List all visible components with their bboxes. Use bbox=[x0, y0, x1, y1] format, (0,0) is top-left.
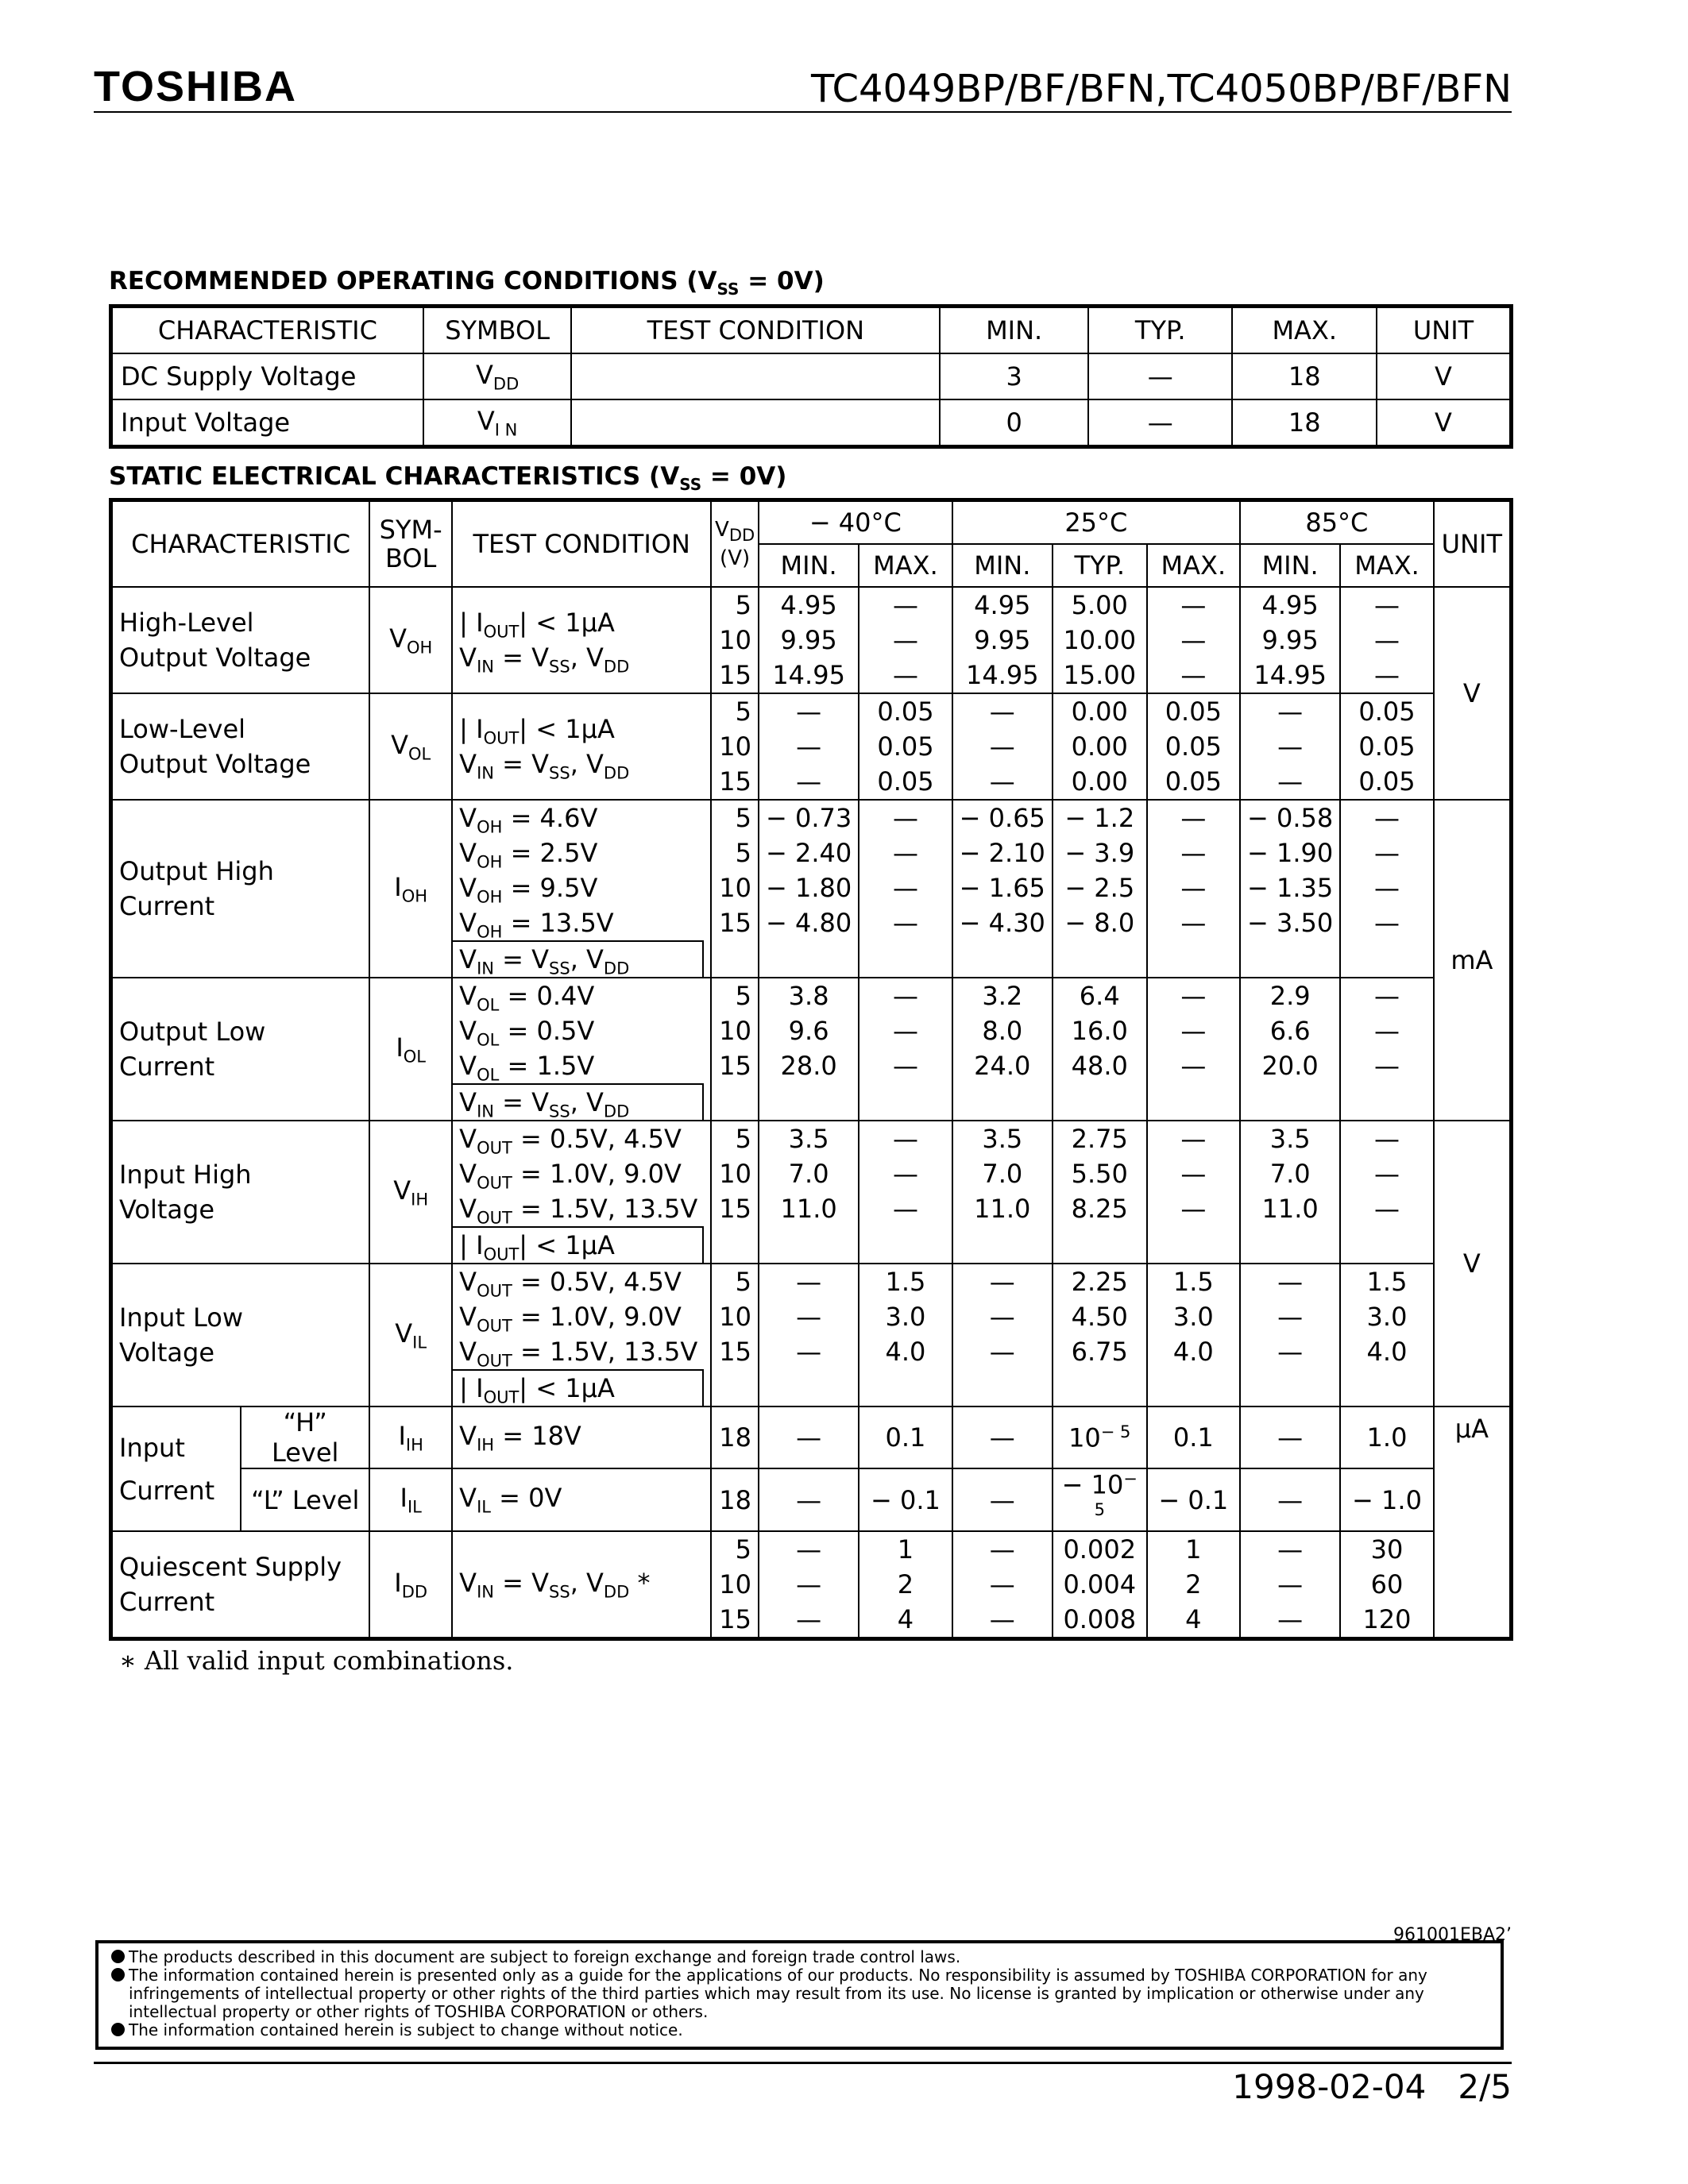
cell-values: — — — bbox=[1147, 587, 1240, 693]
cell-values: — — — — bbox=[1147, 800, 1240, 978]
cell-values: — — — bbox=[859, 1121, 952, 1264]
cell-symbol: $I_{IL}$ bbox=[369, 1468, 452, 1531]
cell-values: 3.5 7.0 11.0 bbox=[1240, 1121, 1340, 1264]
static-header-row bbox=[111, 500, 1512, 545]
col-header: SYMBOL bbox=[423, 307, 572, 354]
cell-values: — — — — bbox=[1340, 800, 1433, 978]
col-header: MIN. bbox=[1240, 544, 1340, 587]
cell-condition: | $I_{OUT}| < 1\mu A$ $V_{IN} = V_{SS}$, $V_{DD}$ bbox=[452, 587, 711, 693]
col-header: CHARACTERISTIC bbox=[111, 307, 423, 354]
cell-value: 0.1 bbox=[859, 1406, 952, 1468]
table-row-iol bbox=[111, 978, 1512, 1121]
cell-value: − 0.1 bbox=[859, 1468, 952, 1531]
col-header: TEST CONDITION bbox=[571, 307, 940, 354]
table-row-iil bbox=[111, 1468, 1512, 1531]
cell-values: — — — bbox=[759, 1531, 859, 1639]
notice-item: The information contained herein is presented only as a guide for the applications of our products. No responsibility is assumed by TOSHIBA CORPORATION for any infringements of intellectual property or other rights of the third parties which may result from its use. No license is granted by implication or otherwise under any intellectual property or other rights of TOSHIBA CORPORATION or others. bbox=[111, 1966, 1488, 2021]
cell-values: — — — bbox=[1340, 978, 1433, 1121]
part-numbers: TC4049BP/BF/BFN,TC4050BP/BF/BFN bbox=[810, 67, 1512, 111]
cell-values: 0.05 0.05 0.05 bbox=[1147, 693, 1240, 800]
cell-symbol: $V_{IH}$ bbox=[369, 1121, 452, 1264]
cell-value: — bbox=[952, 1406, 1053, 1468]
cell-values: — — — bbox=[759, 1264, 859, 1406]
cell-values: 4.95 9.95 14.95 bbox=[1240, 587, 1340, 693]
col-header: MIN. bbox=[940, 307, 1088, 354]
col-header: SYM- BOL bbox=[369, 500, 452, 588]
cell-values: 3.5 7.0 11.0 bbox=[759, 1121, 859, 1264]
cell-vdd: 18 bbox=[711, 1468, 759, 1531]
cell-unit: V bbox=[1377, 399, 1512, 447]
cell-symbol: $V_{OH}$ bbox=[369, 587, 452, 693]
cell-values: 3.8 9.6 28.0 bbox=[759, 978, 859, 1121]
cell-values: 6.4 16.0 48.0 bbox=[1053, 978, 1147, 1121]
cell-values: − 0.73 − 2.40 − 1.80 − 4.80 bbox=[759, 800, 859, 978]
cell-values: 0.00 0.00 0.00 bbox=[1053, 693, 1147, 800]
cell-values: 1 2 4 bbox=[859, 1531, 952, 1639]
col-header: MIN. bbox=[759, 544, 859, 587]
cell-characteristic: Input Low Voltage bbox=[111, 1264, 370, 1406]
recommended-title: RECOMMENDED OPERATING CONDITIONS $(V_{SS} = 0V)$ bbox=[109, 267, 825, 299]
cell-vdd: 5 10 15 bbox=[711, 1531, 759, 1639]
cell-values: 3.5 7.0 11.0 bbox=[952, 1121, 1053, 1264]
col-header: UNIT bbox=[1434, 500, 1512, 588]
col-header: TEST CONDITION bbox=[452, 500, 711, 588]
cell-characteristic: Input High Voltage bbox=[111, 1121, 370, 1264]
cell-values: 1 2 4 bbox=[1147, 1531, 1240, 1639]
cell-values: — — — bbox=[1240, 1264, 1340, 1406]
cell-values: 0.05 0.05 0.05 bbox=[1340, 693, 1433, 800]
table-row-vih bbox=[111, 1121, 1512, 1264]
cell-condition bbox=[571, 353, 940, 399]
col-header: MAX. bbox=[859, 544, 952, 587]
table-row-vol bbox=[111, 693, 1512, 800]
col-header: MAX. bbox=[1147, 544, 1240, 587]
cell-values: 2.75 5.50 8.25 bbox=[1053, 1121, 1147, 1264]
table-row bbox=[111, 353, 1512, 399]
cell-unit: V bbox=[1434, 1121, 1512, 1406]
date: 1998-02-04 bbox=[1232, 2067, 1427, 2106]
cell-values: 5.00 10.00 15.00 bbox=[1053, 587, 1147, 693]
cell-vdd: 5 10 15 bbox=[711, 693, 759, 800]
cell-values: 0.002 0.004 0.008 bbox=[1053, 1531, 1147, 1639]
toshiba-logo: TOSHIBA bbox=[94, 63, 298, 110]
cell-values: 1.5 3.0 4.0 bbox=[859, 1264, 952, 1406]
col-header-temp: 25°C bbox=[952, 500, 1240, 545]
cell-min: 0 bbox=[940, 399, 1088, 447]
cell-vdd: 5 10 15 bbox=[711, 978, 759, 1121]
footnote: ∗ All valid input combinations. bbox=[119, 1646, 514, 1676]
cell-vdd: 5 10 15 bbox=[711, 1121, 759, 1264]
cell-characteristic: Quiescent Supply Current bbox=[111, 1531, 370, 1639]
cell-level: “H” Level bbox=[241, 1406, 369, 1468]
cell-values: — — — bbox=[859, 587, 952, 693]
cell-characteristic: Low-Level Output Voltage bbox=[111, 693, 370, 800]
cell-characteristic: Input Voltage bbox=[111, 399, 423, 447]
cell-values: — — — bbox=[859, 978, 952, 1121]
cell-characteristic: Output Low Current bbox=[111, 978, 370, 1121]
recommended-header-row bbox=[111, 307, 1512, 354]
cell-value: — bbox=[952, 1468, 1053, 1531]
cell-values: 30 60 120 bbox=[1340, 1531, 1433, 1639]
legal-notice-box bbox=[95, 1940, 1504, 2050]
cell-value: $10^{- 5}$ bbox=[1053, 1406, 1147, 1468]
cell-unit: V bbox=[1377, 353, 1512, 399]
cell-characteristic: Input Current bbox=[111, 1406, 241, 1531]
static-table bbox=[109, 498, 1513, 1641]
cell-value: — bbox=[1240, 1468, 1340, 1531]
cell-condition: $V_{OUT} = 0.5V$, 4.5V $V_{OUT} = 1.0V$, 9.0V $V_{OUT} = 1.5V$, 13.5V | $I_{OUT}| < 1\mu A$ bbox=[452, 1264, 711, 1406]
col-header-temp: − 40°C bbox=[759, 500, 952, 545]
cell-values: 1.5 3.0 4.0 bbox=[1147, 1264, 1240, 1406]
cell-characteristic: Output High Current bbox=[111, 800, 370, 978]
cell-symbol: $I_{DD}$ bbox=[369, 1531, 452, 1639]
bullet-icon bbox=[111, 2023, 125, 2036]
bullet-icon bbox=[111, 1968, 125, 1981]
notice-item: The products described in this document are subject to foreign exchange and foreign trade control laws. bbox=[111, 1948, 1488, 1966]
cell-condition: $V_{IN} = V_{SS}$, $V_{DD}$ * bbox=[452, 1531, 711, 1639]
cell-vdd: 5 10 15 bbox=[711, 1264, 759, 1406]
cell-value: − 0.1 bbox=[1147, 1468, 1240, 1531]
cell-condition: $V_{OUT} = 0.5V$, 4.5V $V_{OUT} = 1.0V$, 9.0V $V_{OUT} = 1.5V$, 13.5V | $I_{OUT}| < 1\mu A$ bbox=[452, 1121, 711, 1264]
cell-values: — — — bbox=[1340, 587, 1433, 693]
cell-characteristic: High-Level Output Voltage bbox=[111, 587, 370, 693]
table-row bbox=[111, 399, 1512, 447]
cell-values: − 0.65 − 2.10 − 1.65 − 4.30 bbox=[952, 800, 1053, 978]
cell-symbol: $V_{IL}$ bbox=[369, 1264, 452, 1406]
cell-values: — — — bbox=[952, 1264, 1053, 1406]
cell-condition: $V_{OL} = 0.4V$ $V_{OL} = 0.5V$ $V_{OL} = 1.5V$ $V_{IN} = V_{SS}$, $V_{DD}$ bbox=[452, 978, 711, 1121]
col-header: CHARACTERISTIC bbox=[111, 500, 370, 588]
recommended-table bbox=[109, 304, 1513, 449]
table-row-iih bbox=[111, 1406, 1512, 1468]
cell-value: — bbox=[1240, 1406, 1340, 1468]
cell-symbol: $V_{I N}$ bbox=[423, 399, 572, 447]
cell-symbol: $I_{OL}$ bbox=[369, 978, 452, 1121]
cell-values: − 0.58 − 1.90 − 1.35 − 3.50 bbox=[1240, 800, 1340, 978]
cell-condition: $V_{OH} = 4.6V$ $V_{OH} = 2.5V$ $V_{OH} = 9.5V$ $V_{OH} = 13.5V$ $V_{IN} = V_{SS}$, $V_{DD}$ bbox=[452, 800, 711, 978]
cell-condition: | $I_{OUT}| < 1\mu A$ $V_{IN} = V_{SS}$, $V_{DD}$ bbox=[452, 693, 711, 800]
col-header: TYP. bbox=[1053, 544, 1147, 587]
cell-value: — bbox=[759, 1468, 859, 1531]
cell-values: — — — bbox=[1147, 978, 1240, 1121]
page-footer bbox=[1232, 2067, 1512, 2106]
cell-value: 0.1 bbox=[1147, 1406, 1240, 1468]
cell-symbol: $V_{OL}$ bbox=[369, 693, 452, 800]
cell-typ: — bbox=[1088, 353, 1233, 399]
cell-symbol: $V_{DD}$ bbox=[423, 353, 572, 399]
static-title: STATIC ELECTRICAL CHARACTERISTICS $(V_{SS} = 0V)$ bbox=[109, 462, 787, 495]
table-row-idd bbox=[111, 1531, 1512, 1639]
cell-typ: — bbox=[1088, 399, 1233, 447]
notice-item: The information contained herein is subject to change without notice. bbox=[111, 2021, 1488, 2039]
bullet-icon bbox=[111, 1950, 125, 1963]
cell-vdd: 5 5 10 15 bbox=[711, 800, 759, 978]
col-header: MIN. bbox=[952, 544, 1053, 587]
col-header: UNIT bbox=[1377, 307, 1512, 354]
table-row-vil bbox=[111, 1264, 1512, 1406]
header-rule bbox=[94, 111, 1512, 113]
cell-condition: $V_{IL} = 0V$ bbox=[452, 1468, 711, 1531]
cell-value: — bbox=[759, 1406, 859, 1468]
cell-value: 1.0 bbox=[1340, 1406, 1433, 1468]
cell-values: 4.95 9.95 14.95 bbox=[952, 587, 1053, 693]
cell-values: 2.25 4.50 6.75 bbox=[1053, 1264, 1147, 1406]
cell-symbol: $I_{OH}$ bbox=[369, 800, 452, 978]
col-header-temp: 85°C bbox=[1240, 500, 1434, 545]
cell-values: — — — bbox=[1340, 1121, 1433, 1264]
col-header: TYP. bbox=[1088, 307, 1233, 354]
col-header: MAX. bbox=[1340, 544, 1433, 587]
cell-max: 18 bbox=[1232, 399, 1377, 447]
cell-values: 0.05 0.05 0.05 bbox=[859, 693, 952, 800]
cell-level: “L” Level bbox=[241, 1468, 369, 1531]
col-header-vdd: $V_{DD}$ (V) bbox=[711, 500, 759, 588]
cell-value: − $10^{- 5}$ bbox=[1053, 1468, 1147, 1531]
cell-value: − 1.0 bbox=[1340, 1468, 1433, 1531]
cell-values: — — — bbox=[759, 693, 859, 800]
table-row-voh bbox=[111, 587, 1512, 693]
cell-symbol: $I_{IH}$ bbox=[369, 1406, 452, 1468]
table-row-ioh bbox=[111, 800, 1512, 978]
document-id: 961001EBA2’ bbox=[1393, 1925, 1512, 1945]
page-number: 2/5 bbox=[1458, 2067, 1512, 2106]
cell-vdd: 18 bbox=[711, 1406, 759, 1468]
cell-unit: V bbox=[1434, 587, 1512, 800]
cell-values: — — — bbox=[952, 1531, 1053, 1639]
cell-min: 3 bbox=[940, 353, 1088, 399]
cell-unit: mA bbox=[1434, 800, 1512, 1121]
cell-values: 3.2 8.0 24.0 bbox=[952, 978, 1053, 1121]
cell-values: — — — — bbox=[859, 800, 952, 978]
cell-values: 2.9 6.6 20.0 bbox=[1240, 978, 1340, 1121]
cell-condition: $V_{IH} = 18V$ bbox=[452, 1406, 711, 1468]
cell-unit: μA bbox=[1434, 1406, 1512, 1639]
cell-values: − 1.2 − 3.9 − 2.5 − 8.0 bbox=[1053, 800, 1147, 978]
cell-values: — — — bbox=[952, 693, 1053, 800]
cell-values: — — — bbox=[1147, 1121, 1240, 1264]
col-header: MAX. bbox=[1232, 307, 1377, 354]
cell-values: — — — bbox=[1240, 1531, 1340, 1639]
cell-values: 1.5 3.0 4.0 bbox=[1340, 1264, 1433, 1406]
cell-condition bbox=[571, 399, 940, 447]
footer-rule bbox=[94, 2062, 1512, 2064]
cell-characteristic: DC Supply Voltage bbox=[111, 353, 423, 399]
cell-max: 18 bbox=[1232, 353, 1377, 399]
cell-values: 4.95 9.95 14.95 bbox=[759, 587, 859, 693]
cell-vdd: 5 10 15 bbox=[711, 587, 759, 693]
cell-values: — — — bbox=[1240, 693, 1340, 800]
